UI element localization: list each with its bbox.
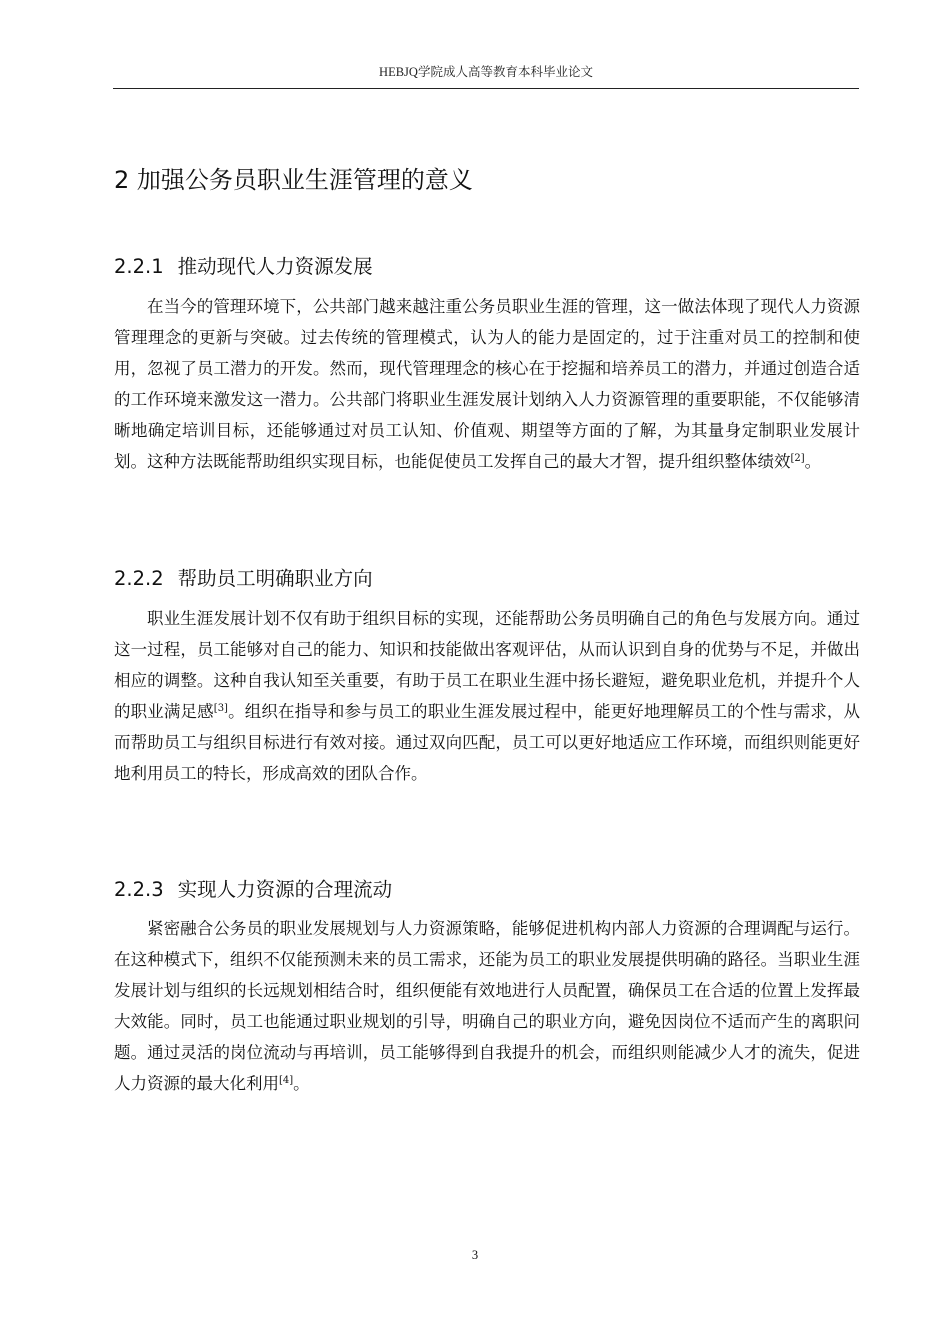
paragraph-tail: 。 xyxy=(804,452,822,471)
section-title: 推动现代人力资源发展 xyxy=(177,255,373,278)
header-rule xyxy=(113,88,859,89)
section-paragraph-2-2-3 xyxy=(114,913,860,1099)
running-header: HEBJQ学院成人高等教育本科毕业论文 xyxy=(379,65,593,79)
citation: [4] xyxy=(279,1075,294,1086)
paragraph-text: 紧密融合公务员的职业发展规划与人力资源策略，能够促进机构内部人力资源的合理调配与运行。在这种模式下，组织不仅能预测未来的员工需求，还能为员工的职业发展提供明确的路径。当职业生涯发展计划与组织的长远规划相结合时，组织便能有效地进行人员配置，确保员工在合适的位置上发挥最大效能。同时，员工也能通过职业规划的引导，明确自己的职业方向，避免因岗位不适而产生的离职问题。通过灵活的岗位流动与再培训，员工能够得到自我提升的机会，而组织则能减少人才的流失，促进人力资源的最大化利用 xyxy=(114,919,860,1093)
section-number: 2.2.2 xyxy=(114,567,164,590)
section-paragraph-2-2-1 xyxy=(114,291,860,477)
section-number: 2.2.3 xyxy=(114,878,164,901)
section-heading-2-2-3 xyxy=(114,874,392,902)
section-paragraph-2-2-2 xyxy=(114,603,860,789)
paragraph-text: 职业生涯发展计划不仅有助于组织目标的实现，还能帮助公务员明确自己的角色与发展方向。通过这一过程，员工能够对自己的能力、知识和技能做出客观评估，从而认识到自身的优势与不足，并做出相应的调整。这种自我认知至关重要，有助于员工在职业生涯中扬长避短，避免职业危机，并提升个人的职业满足感 xyxy=(114,609,860,721)
chapter-title: 2 加强公务员职业生涯管理的意义 xyxy=(114,166,473,194)
section-title: 帮助员工明确职业方向 xyxy=(177,567,373,590)
citation: [3] xyxy=(213,703,228,714)
citation: [2] xyxy=(790,453,805,464)
section-number: 2.2.1 xyxy=(114,255,164,278)
paragraph-text: 在当今的管理环境下，公共部门越来越注重公务员职业生涯的管理，这一做法体现了现代人力资源管理理念的更新与突破。过去传统的管理模式，认为人的能力是固定的，过于注重对员工的控制和使用，忽视了员工潜力的开发。然而，现代管理理念的核心在于挖掘和培养员工的潜力，并通过创造合适的工作环境来激发这一潜力。公共部门将职业生涯发展计划纳入人力资源管理的重要职能，不仅能够清晰地确定培训目标，还能够通过对员工认知、价值观、期望等方面的了解，为其量身定制职业发展计划。这种方法既能帮助组织实现目标，也能促使员工发挥自己的最大才智，提升组织整体绩效 xyxy=(114,297,860,471)
section-title: 实现人力资源的合理流动 xyxy=(177,878,393,901)
page-number: 3 xyxy=(471,1248,479,1262)
section-heading-2-2-2 xyxy=(114,563,373,591)
section-heading-2-2-1 xyxy=(114,251,373,279)
paragraph-tail: 。 xyxy=(293,1074,310,1093)
paragraph-tail: 。组织在指导和参与员工的职业生涯发展过程中，能更好地理解员工的个性与需求，从而帮助员工与组织目标进行有效对接。通过双向匹配，员工可以更好地适应工作环境，而组织则能更好地利用员工的特长，形成高效的团队合作。 xyxy=(114,702,861,783)
